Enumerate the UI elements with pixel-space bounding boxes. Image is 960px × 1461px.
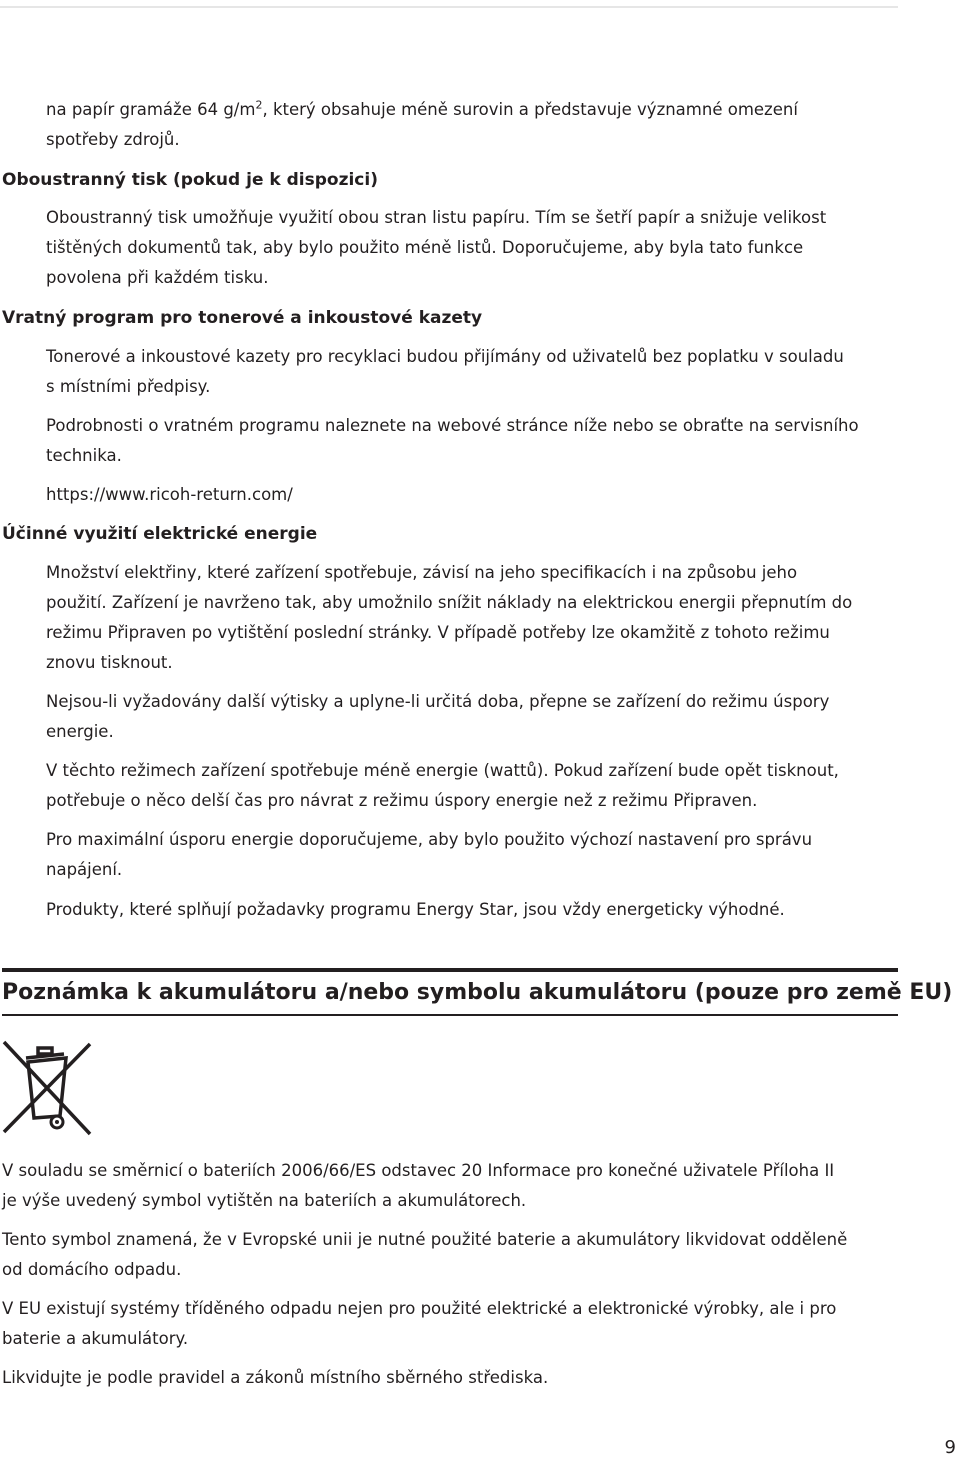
intro-line-2: spotřeby zdrojů. bbox=[46, 130, 180, 149]
top-rule bbox=[0, 6, 898, 8]
crossed-out-wheelie-bin-icon bbox=[2, 1040, 92, 1136]
duplex-heading: Oboustranný tisk (pokud je k dispozici) bbox=[2, 170, 378, 190]
section-rule-bottom bbox=[2, 1014, 898, 1016]
energy-p3-line: potřebuje o něco delší čas pro návrat z režimu úspory energie než z režimu Připraven. bbox=[46, 791, 758, 810]
return-program-heading: Vratný program pro tonerové a inkoustové kazety bbox=[2, 308, 483, 328]
battery-p2-line: od domácího odpadu. bbox=[2, 1260, 182, 1279]
battery-p3-line: baterie a akumulátory. bbox=[2, 1329, 189, 1348]
superscript: 2 bbox=[255, 98, 263, 112]
battery-section-title: Poznámka k akumulátoru a/nebo symbolu akumulátoru (pouze pro země EU) bbox=[2, 980, 953, 1005]
return-p2-line: technika. bbox=[46, 446, 122, 465]
energy-p5: Produkty, které splňují požadavky programu Energy Star, jsou vždy energeticky výhodné. bbox=[46, 900, 785, 919]
battery-p3-line: V EU existují systémy tříděného odpadu nejen pro použité elektrické a elektronické výrobky, ale i pro bbox=[2, 1299, 837, 1318]
battery-p4: Likvidujte je podle pravidel a zákonů místního sběrného střediska. bbox=[2, 1368, 549, 1387]
battery-p2-line: Tento symbol znamená, že v Evropské unii je nutné použité baterie a akumulátory likvidovat odděleně bbox=[2, 1230, 848, 1249]
intro-text-cont: , který obsahuje méně surovin a představuje významné omezení bbox=[262, 100, 798, 119]
section-rule-top bbox=[2, 968, 898, 972]
intro-text: na papír gramáže 64 g/m bbox=[46, 100, 256, 119]
intro-line-1 bbox=[46, 95, 798, 125]
energy-p1-line: režimu Připraven po vytištění poslední stránky. V případě potřeby lze okamžitě z tohoto režimu bbox=[46, 623, 830, 642]
battery-p1-line: V souladu se směrnicí o bateriích 2006/66/ES odstavec 20 Informace pro konečné uživatele Příloha II bbox=[2, 1161, 835, 1180]
energy-p1-line: Množství elektřiny, které zařízení spotřebuje, závisí na jeho specifikacích i na způsobu jeho bbox=[46, 563, 798, 582]
duplex-line: Oboustranný tisk umožňuje využití obou stran listu papíru. Tím se šetří papír a snižuje velikost bbox=[46, 208, 827, 227]
energy-heading: Účinné využití elektrické energie bbox=[2, 524, 318, 544]
return-url[interactable]: https://www.ricoh-return.com/ bbox=[46, 485, 293, 504]
energy-p4-line: Pro maximální úsporu energie doporučujeme, aby bylo použito výchozí nastavení pro správu bbox=[46, 830, 813, 849]
return-p1-line: s místními předpisy. bbox=[46, 377, 211, 396]
energy-p4-line: napájení. bbox=[46, 860, 123, 879]
return-p1-line: Tonerové a inkoustové kazety pro recyklaci budou přijímány od uživatelů bez poplatku v souladu bbox=[46, 347, 844, 366]
battery-p1-line: je výše uvedený symbol vytištěn na bateriích a akumulátorech. bbox=[2, 1191, 527, 1210]
page-number: 9 bbox=[944, 1437, 956, 1458]
energy-p1-line: použití. Zařízení je navrženo tak, aby umožnilo snížit náklady na elektrickou energii přepnutím do bbox=[46, 593, 853, 612]
return-p2-line: Podrobnosti o vratném programu naleznete na webové stránce níže nebo se obraťte na servisního bbox=[46, 416, 859, 435]
energy-p2-line: Nejsou-li vyžadovány další výtisky a uplyne-li určitá doba, přepne se zařízení do režimu úspory bbox=[46, 692, 830, 711]
energy-p3-line: V těchto režimech zařízení spotřebuje méně energie (wattů). Pokud zařízení bude opět tisknout, bbox=[46, 761, 839, 780]
duplex-line: povolena při každém tisku. bbox=[46, 268, 269, 287]
duplex-line: tištěných dokumentů tak, aby bylo použito méně listů. Doporučujeme, aby byla tato funkce bbox=[46, 238, 804, 257]
energy-p2-line: energie. bbox=[46, 722, 114, 741]
energy-p1-line: znovu tisknout. bbox=[46, 653, 173, 672]
